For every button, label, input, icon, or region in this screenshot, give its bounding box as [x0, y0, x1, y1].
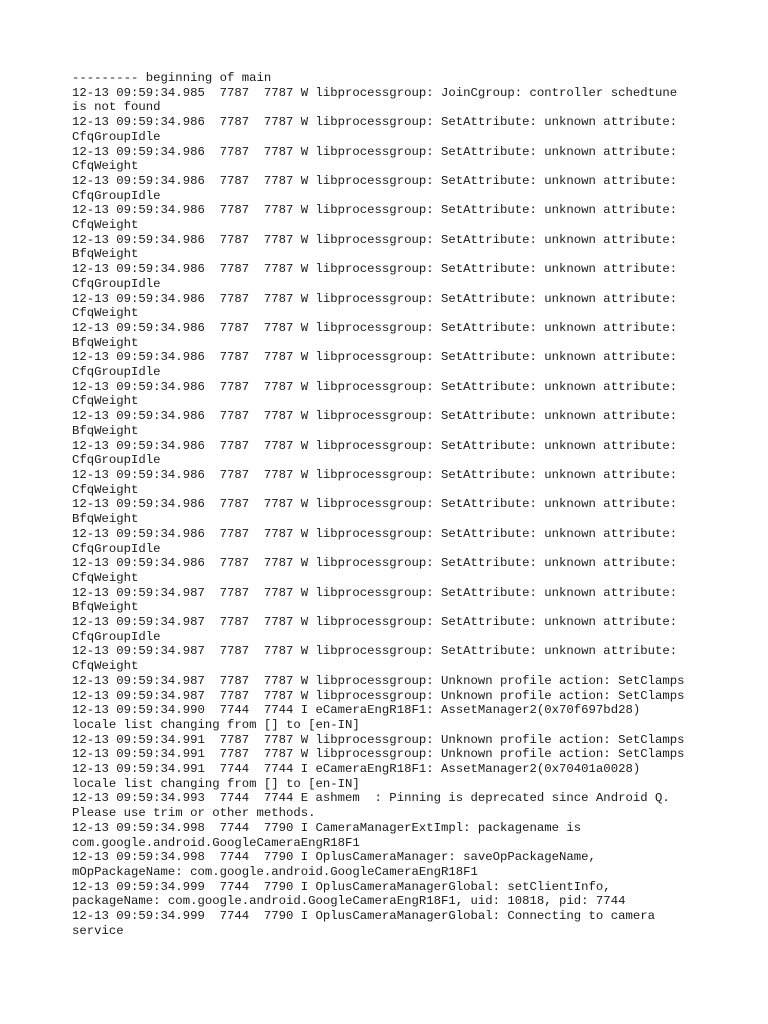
log-line: 12-13 09:59:34.993 7744 7744 E ashmem : Pinning is deprecated since Android Q. — [72, 791, 670, 806]
log-line: BfqWeight — [72, 423, 139, 438]
log-line: 12-13 09:59:34.987 7787 7787 W libprocessgroup: SetAttribute: unknown attribute: — [72, 615, 678, 630]
log-line: CfqGroupIdle — [72, 188, 161, 203]
log-header: --------- beginning of main — [72, 71, 272, 85]
log-line: 12-13 09:59:34.987 7787 7787 W libprocessgroup: Unknown profile action: SetClamps — [72, 673, 685, 688]
log-line: 12-13 09:59:34.987 7787 7787 W libprocessgroup: Unknown profile action: SetClamps — [72, 688, 685, 703]
log-line: 12-13 09:59:34.986 7787 7787 W libprocessgroup: SetAttribute: unknown attribute: — [72, 379, 678, 394]
log-line: 12-13 09:59:34.986 7787 7787 W libprocessgroup: SetAttribute: unknown attribute: — [72, 232, 678, 247]
log-line: CfqWeight — [72, 570, 139, 585]
log-line: CfqGroupIdle — [72, 453, 161, 468]
log-line: BfqWeight — [72, 335, 139, 350]
log-line: 12-13 09:59:34.998 7744 7790 I CameraManagerExtImpl: packagename is — [72, 820, 582, 835]
log-line: Please use trim or other methods. — [72, 806, 316, 821]
log-line: 12-13 09:59:34.986 7787 7787 W libprocessgroup: SetAttribute: unknown attribute: — [72, 203, 678, 218]
log-line: service — [72, 923, 124, 938]
log-line: 12-13 09:59:34.999 7744 7790 I OplusCameraManagerGlobal: setClientInfo, — [72, 879, 611, 894]
log-line: 12-13 09:59:34.986 7787 7787 W libprocessgroup: SetAttribute: unknown attribute: — [72, 409, 678, 424]
log-line: com.google.android.GoogleCameraEngR18F1 — [72, 835, 360, 850]
log-line: 12-13 09:59:34.986 7787 7787 W libprocessgroup: SetAttribute: unknown attribute: — [72, 467, 678, 482]
log-line: BfqWeight — [72, 512, 139, 527]
log-line: 12-13 09:59:34.991 7787 7787 W libprocessgroup: Unknown profile action: SetClamps — [72, 732, 685, 747]
log-line: CfqGroupIdle — [72, 365, 161, 380]
log-line: CfqGroupIdle — [72, 276, 161, 291]
log-line: CfqWeight — [72, 394, 139, 409]
log-line: CfqGroupIdle — [72, 129, 161, 144]
log-line: mOpPackageName: com.google.android.GoogleCameraEngR18F1 — [72, 864, 478, 879]
log-line: CfqWeight — [72, 218, 139, 233]
log-line: CfqGroupIdle — [72, 629, 161, 644]
log-line: 12-13 09:59:34.987 7787 7787 W libprocessgroup: SetAttribute: unknown attribute: — [72, 585, 678, 600]
log-line: is not found — [72, 100, 161, 115]
log-line: BfqWeight — [72, 600, 139, 615]
log-line: 12-13 09:59:34.991 7744 7744 I eCameraEngR18F1: AssetManager2(0x70401a0028) — [72, 762, 641, 777]
log-line: 12-13 09:59:34.986 7787 7787 W libprocessgroup: SetAttribute: unknown attribute: — [72, 438, 678, 453]
log-line: 12-13 09:59:34.986 7787 7787 W libprocessgroup: SetAttribute: unknown attribute: — [72, 526, 678, 541]
log-line: CfqWeight — [72, 482, 139, 497]
log-line: 12-13 09:59:34.986 7787 7787 W libprocessgroup: SetAttribute: unknown attribute: — [72, 350, 678, 365]
log-line: packageName: com.google.android.GoogleCameraEngR18F1, uid: 10818, pid: 7744 — [72, 894, 626, 909]
log-line: 12-13 09:59:34.986 7787 7787 W libprocessgroup: SetAttribute: unknown attribute: — [72, 497, 678, 512]
log-line: 12-13 09:59:34.991 7787 7787 W libprocessgroup: Unknown profile action: SetClamps — [72, 747, 685, 762]
log-line: 12-13 09:59:34.986 7787 7787 W libprocessgroup: SetAttribute: unknown attribute: — [72, 556, 678, 571]
log-line: 12-13 09:59:34.990 7744 7744 I eCameraEngR18F1: AssetManager2(0x70f697bd28) — [72, 703, 641, 718]
log-line: CfqWeight — [72, 659, 139, 674]
log-line: 12-13 09:59:34.986 7787 7787 W libprocessgroup: SetAttribute: unknown attribute: — [72, 115, 678, 130]
log-line: 12-13 09:59:34.987 7787 7787 W libprocessgroup: SetAttribute: unknown attribute: — [72, 644, 678, 659]
log-line: 12-13 09:59:34.999 7744 7790 I OplusCameraManagerGlobal: Connecting to camera — [72, 909, 655, 924]
log-line: locale list changing from [] to [en-IN] — [72, 717, 360, 732]
log-line: BfqWeight — [72, 247, 139, 262]
log-document — [72, 71, 712, 938]
log-line: CfqGroupIdle — [72, 541, 161, 556]
log-line: 12-13 09:59:34.998 7744 7790 I OplusCameraManager: saveOpPackageName, — [72, 850, 596, 865]
log-line: CfqWeight — [72, 306, 139, 321]
log-line: locale list changing from [] to [en-IN] — [72, 776, 360, 791]
log-line: CfqWeight — [72, 159, 139, 174]
log-body — [72, 71, 712, 938]
log-line: 12-13 09:59:34.986 7787 7787 W libprocessgroup: SetAttribute: unknown attribute: — [72, 262, 678, 277]
log-line: 12-13 09:59:34.986 7787 7787 W libprocessgroup: SetAttribute: unknown attribute: — [72, 320, 678, 335]
log-line: 12-13 09:59:34.985 7787 7787 W libprocessgroup: JoinCgroup: controller schedtune — [72, 85, 678, 100]
log-line: 12-13 09:59:34.986 7787 7787 W libprocessgroup: SetAttribute: unknown attribute: — [72, 291, 678, 306]
log-line: 12-13 09:59:34.986 7787 7787 W libprocessgroup: SetAttribute: unknown attribute: — [72, 173, 678, 188]
log-line: 12-13 09:59:34.986 7787 7787 W libprocessgroup: SetAttribute: unknown attribute: — [72, 144, 678, 159]
